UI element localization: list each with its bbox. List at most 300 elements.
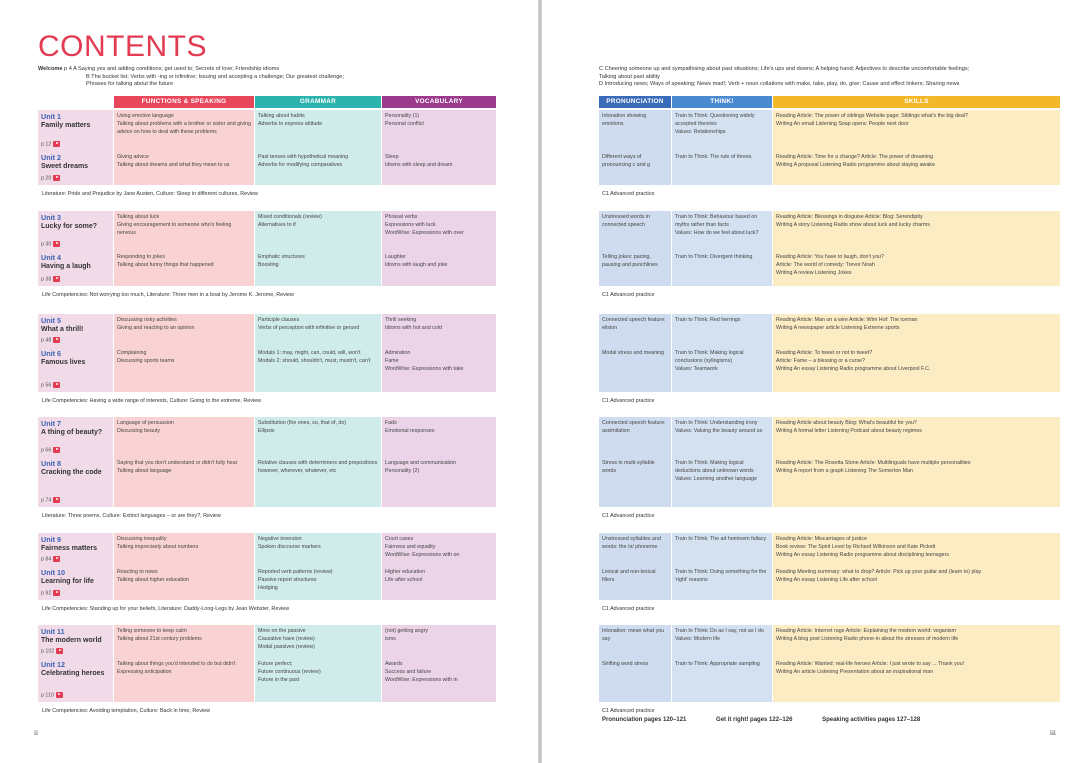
unit-page[interactable]: p 12 — [41, 141, 60, 148]
intro-right — [599, 66, 1039, 89]
think-cell-line: Train to Think: Red herrings — [675, 317, 741, 323]
skills-cell-line: Writing A blog post Listening Radio phone-in about the stresses of modern life — [776, 636, 959, 643]
pronunciation-cell-line: Unstressed syllables and words: the /ə/ phoneme — [602, 536, 661, 551]
vocabulary-cell-line: Laughter — [385, 254, 406, 260]
pronunciation-cell — [599, 151, 671, 185]
video-play-icon[interactable] — [53, 241, 60, 247]
think-cell — [672, 314, 772, 347]
unit-page[interactable]: p 56 — [41, 382, 60, 389]
advanced-practice[interactable]: C1 Advanced practice — [602, 708, 655, 714]
unit-page[interactable]: p 110 — [41, 692, 63, 699]
unit-footer: Life Competencies: Standing up for your beliefs, Literature: Daddy-Long-Legs by Jean Webster, Review — [42, 606, 290, 612]
think-cell-line: Train to Think: The rule of threes — [675, 154, 752, 160]
video-play-icon[interactable] — [53, 337, 60, 343]
grammar-cell — [255, 566, 381, 600]
unit-name: What a thrill! — [41, 326, 84, 334]
header-think: THINK! — [672, 96, 772, 108]
grammar-cell — [255, 658, 381, 702]
think-cell — [672, 625, 772, 658]
functions-cell-line: Complaining — [117, 350, 147, 356]
skills-cell-line: Reading Article: You have to laugh, don't you? — [776, 254, 884, 260]
grammar-cell — [255, 314, 381, 347]
functions-cell-line: Discussing inequality — [117, 536, 167, 542]
vocabulary-cell-line: Higher education — [385, 569, 426, 575]
header-functions: FUNCTIONS & SPEAKING — [114, 96, 254, 108]
grammar-cell-line: Future in the past — [258, 677, 300, 684]
intro-b2: Phrases for talking about the future — [86, 81, 174, 88]
skills-cell — [773, 457, 1060, 507]
think-cell-line: Train to Think: Do as I say, not as I do — [675, 628, 764, 634]
pronunciation-cell-line: Shifting word stress — [602, 661, 649, 667]
unit-number: Unit 8 — [41, 459, 61, 468]
think-cell — [672, 151, 772, 185]
grammar-cell-line: Boosting — [258, 262, 279, 269]
skills-cell-line: Writing A report from a graph Listening The Somerton Man — [776, 468, 914, 475]
unit-name: Learning for life — [41, 578, 94, 586]
unit-name: Having a laugh — [41, 263, 91, 271]
vocabulary-cell-line: Court cases — [385, 536, 414, 542]
unit-page[interactable]: p 92 — [41, 590, 60, 597]
header-grammar: GRAMMAR — [255, 96, 381, 108]
functions-cell-line: Discussing beauty — [117, 428, 160, 435]
video-play-icon[interactable] — [53, 497, 60, 503]
vocabulary-cell-line: Idioms with sleep and dream — [385, 162, 453, 169]
video-play-icon[interactable] — [53, 447, 60, 453]
grammar-cell-line: Ellipsis — [258, 428, 275, 435]
intro-d: D Introducing news; Ways of speaking; News mad!; Verb + noun collations with make, take, play, do, give; Cause and effect linkers; Sharing news — [599, 81, 960, 88]
grammar-cell-line: Modals 1: may, might, can, could, will, won't — [258, 350, 361, 356]
grammar-cell-line: Spoken discourse markers — [258, 544, 321, 551]
think-cell-line: Train to Think: Behaviour based on myths rather than facts — [675, 214, 758, 229]
functions-cell-line: Talking about funny things that happened — [117, 262, 214, 269]
vocabulary-cell — [382, 110, 496, 151]
left-page — [0, 0, 538, 763]
grammar-cell-line: Past tenses with hypothetical meaning — [258, 154, 349, 160]
vocabulary-cell-line: Success and failure — [385, 669, 432, 676]
grammar-cell — [255, 347, 381, 392]
pronunciation-cell-line: Connected speech feature: assimilation — [602, 420, 666, 435]
vocabulary-cell-line: WordWise: Expressions with take — [385, 366, 464, 373]
skills-cell — [773, 566, 1060, 600]
advanced-practice[interactable]: C1 Advanced practice — [602, 292, 655, 298]
grammar-cell-line: Future perfect; — [258, 661, 293, 667]
vocabulary-cell — [382, 151, 496, 185]
vocabulary-cell-line: Life after school — [385, 577, 423, 584]
unit-number: Unit 11 — [41, 627, 65, 636]
functions-cell — [114, 533, 254, 566]
skills-cell-line: Writing An article Listening Presentation about an inspirational man — [776, 669, 934, 676]
skills-cell — [773, 251, 1060, 286]
vocabulary-cell — [382, 211, 496, 251]
think-cell-line: Values: How do we feel about luck? — [675, 230, 759, 237]
unit-page[interactable]: p 20 — [41, 175, 60, 182]
skills-cell-line: Writing An essay Listening Life after school — [776, 577, 877, 584]
grammar-cell-line: Negative inversion — [258, 536, 302, 542]
vocabulary-cell — [382, 533, 496, 566]
skills-cell-line: Reading Article: The Rosetta Stone Article: Multilinguals have multiple personalities — [776, 460, 971, 466]
get-it-right-pages[interactable]: Get it right! pages 122–126 — [716, 717, 793, 723]
unit-cell[interactable] — [38, 658, 113, 702]
skills-cell-line: Reading Meeting summary: what to drop? Article: Pick up your guitar and (learn to) play — [776, 569, 982, 575]
speaking-pages[interactable]: Speaking activities pages 127–128 — [822, 717, 921, 723]
think-cell-line: Values: Modern life — [675, 636, 720, 643]
video-play-icon[interactable] — [56, 648, 63, 654]
pronunciation-cell — [599, 625, 671, 658]
functions-cell-line: Discussing sports teams — [117, 358, 175, 365]
pronunciation-cell — [599, 533, 671, 566]
functions-cell-line: Giving encouragement to someone who's feeling nervous — [117, 222, 232, 237]
grammar-cell-line: Mixed conditionals (review) — [258, 214, 322, 220]
video-play-icon[interactable] — [53, 276, 60, 282]
intro-c2: Talking about past ability — [599, 73, 660, 80]
unit-cell[interactable] — [38, 151, 113, 185]
vocabulary-cell — [382, 625, 496, 658]
vocabulary-cell — [382, 347, 496, 392]
think-cell-line: Values: Valuing the beauty around us — [675, 428, 763, 435]
grammar-cell — [255, 151, 381, 185]
grammar-cell-line: Relative clauses with determiners and prepositions — [258, 460, 378, 466]
vocabulary-cell-line: Fame — [385, 358, 399, 365]
pronunciation-cell — [599, 457, 671, 507]
think-cell-line: Values: Learning another language — [675, 476, 758, 483]
vocabulary-cell-line: Phrasal verbs — [385, 214, 418, 220]
unit-page[interactable]: p 66 — [41, 447, 60, 454]
unit-footer: Literature: Three poems, Culture: Extinct languages – or are they?, Review — [42, 513, 221, 519]
skills-cell — [773, 211, 1060, 251]
functions-cell-line: Giving and reacting to an opinion — [117, 325, 195, 332]
unit-name: Cracking the code — [41, 469, 102, 477]
advanced-practice[interactable]: C1 Advanced practice — [602, 191, 655, 197]
video-play-icon[interactable] — [53, 141, 60, 147]
pronunciation-cell-line: Lexical and non-lexical fillers — [602, 569, 656, 584]
pronunciation-cell-line: Unstressed words in connected speech — [602, 214, 650, 229]
skills-cell-line: Reading Article about beauty Blog: What's beautiful for you? — [776, 420, 917, 426]
unit-cell[interactable] — [38, 347, 113, 392]
skills-cell-line: Reading Article: Man on a wire Article: Wim Hof: The iceman — [776, 317, 918, 323]
welcome-page: p 4 — [64, 66, 72, 72]
vocabulary-cell-line: Thrill seeking — [385, 317, 417, 323]
pronunciation-cell-line: Intonation showing emotions — [602, 113, 647, 128]
think-cell-line: Train to Think: Divergent thinking — [675, 254, 753, 260]
grammar-cell — [255, 417, 381, 457]
unit-cell[interactable] — [38, 457, 113, 507]
skills-cell — [773, 314, 1060, 347]
pronunciation-cell — [599, 347, 671, 392]
think-cell-line: Train to Think: Making logical deductions about unknown words — [675, 460, 754, 475]
vocabulary-cell-line: Expressions with luck — [385, 222, 436, 229]
unit-name: Family matters — [41, 122, 91, 130]
unit-name: Celebrating heroes — [41, 670, 105, 678]
pronunciation-cell — [599, 566, 671, 600]
functions-cell — [114, 347, 254, 392]
unit-number: Unit 3 — [41, 213, 61, 222]
functions-cell-line: Language of persuasion — [117, 420, 174, 426]
grammar-cell-line: however, wherever, whatever, etc — [258, 468, 337, 475]
skills-cell — [773, 110, 1060, 151]
functions-cell-line: Expressing anticipation — [117, 669, 172, 676]
grammar-cell-line: Talking about habits — [258, 113, 305, 119]
grammar-cell-line: Modals 2: should, shouldn't, must, mustn't, can't — [258, 358, 371, 365]
video-play-icon[interactable] — [53, 175, 60, 181]
skills-cell — [773, 151, 1060, 185]
vocabulary-cell-line: (not) getting angry — [385, 628, 428, 634]
pronunciation-cell — [599, 110, 671, 151]
functions-cell — [114, 625, 254, 658]
vocabulary-cell-line: Personality (2) — [385, 468, 420, 475]
grammar-cell — [255, 211, 381, 251]
think-cell — [672, 658, 772, 702]
intro-b: B The bucket list; Verbs with -ing or infinitive; Issuing and accepting a challenge; Our greatest challenge; — [86, 73, 344, 80]
unit-number: Unit 5 — [41, 316, 61, 325]
unit-number: Unit 4 — [41, 253, 61, 262]
skills-cell-line: Writing An essay Listening Radio programme about disciplining teenagers — [776, 552, 950, 559]
functions-cell-line: Talking about luck — [117, 214, 160, 220]
vocabulary-cell-line: Emotional responses — [385, 428, 435, 435]
unit-footer: Literature: Pride and Prejudice by Jane Austen, Culture: Sleep in different cultures, Review — [42, 191, 258, 197]
skills-cell-line: Reading Article: The power of siblings Website page: Siblings what's the big deal? — [776, 113, 968, 119]
advanced-practice[interactable]: C1 Advanced practice — [602, 513, 655, 519]
page-number-left: ii — [34, 729, 38, 737]
unit-name: Fairness matters — [41, 545, 98, 553]
think-cell-line: Train to Think: Making logical conclusions (syllogisms) — [675, 350, 744, 365]
vocabulary-cell — [382, 457, 496, 507]
think-cell — [672, 251, 772, 286]
pronunciation-cell — [599, 211, 671, 251]
functions-cell-line: Discussing risky activities — [117, 317, 177, 323]
skills-cell-line: Writing A story Listening Radio show about luck and lucky charms — [776, 222, 930, 229]
functions-cell-line: Responding to jokes — [117, 254, 165, 260]
think-cell-line: Train to Think: Understanding irony — [675, 420, 758, 426]
pronunciation-cell-line: Different ways of pronouncing c and g — [602, 154, 651, 169]
functions-cell — [114, 457, 254, 507]
header-pronunciation: PRONUNCIATION — [599, 96, 671, 108]
grammar-cell-line: Verbs of perception with infinitive or gerund — [258, 325, 360, 332]
video-play-icon[interactable] — [53, 590, 60, 596]
functions-cell-line: Reacting to news — [117, 569, 158, 575]
unit-footer: Life Competencies: Avoiding temptation, Culture: Back in time, Review — [42, 708, 210, 714]
functions-cell-line: Talking about problems with a brother or sister and giving advice on how to deal with these problems — [117, 121, 251, 136]
vocabulary-cell — [382, 251, 496, 286]
pronunciation-cell — [599, 251, 671, 286]
skills-cell-line: Writing A review Listening Jokes — [776, 270, 852, 277]
video-play-icon[interactable] — [56, 692, 63, 698]
grammar-cell-line: Causative have (review) — [258, 636, 315, 643]
skills-cell — [773, 658, 1060, 702]
header-vocabulary: VOCABULARY — [382, 96, 496, 108]
grammar-cell-line: More on the passive — [258, 628, 306, 634]
unit-cell[interactable] — [38, 417, 113, 457]
pronunciation-cell-line: Telling jokes: pacing, pausing and punchlines — [602, 254, 658, 269]
unit-name: A thing of beauty? — [41, 429, 103, 437]
think-cell-line: Train to Think: Appropriate sampling — [675, 661, 760, 667]
vocabulary-cell-line: Personality (1) — [385, 113, 420, 119]
skills-cell — [773, 533, 1060, 566]
vocabulary-cell-line: Fads — [385, 420, 397, 426]
skills-cell-line: Reading Article: Time for a change? Article: The power of dreaming — [776, 154, 934, 160]
unit-cell[interactable] — [38, 566, 113, 600]
unit-page[interactable]: p 102 — [41, 648, 63, 655]
skills-cell — [773, 347, 1060, 392]
functions-cell-line: Talking about higher education — [117, 577, 189, 584]
header-skills: SKILLS — [773, 96, 1060, 108]
pronunciation-cell — [599, 658, 671, 702]
functions-cell — [114, 251, 254, 286]
grammar-cell — [255, 110, 381, 151]
grammar-cell-line: Alternatives to if — [258, 222, 296, 229]
vocabulary-cell-line: Idioms with laugh and joke — [385, 262, 448, 269]
vocabulary-cell-line: WordWise: Expressions with in — [385, 677, 458, 684]
unit-name: Sweet dreams — [41, 163, 89, 171]
unit-name: Famous lives — [41, 359, 86, 367]
right-page — [542, 0, 1080, 763]
unit-cell[interactable] — [38, 625, 113, 658]
think-cell-line: Values: Relationships — [675, 129, 726, 136]
think-cell — [672, 347, 772, 392]
unit-number: Unit 6 — [41, 349, 61, 358]
unit-number: Unit 10 — [41, 568, 65, 577]
unit-page[interactable]: p 38 — [41, 276, 60, 283]
skills-cell-line: Article: The world of comedy: Trevor Noah — [776, 262, 875, 269]
skills-cell-line: Reading Article: Internet rage Article: Explaining the modern world: veganism — [776, 628, 956, 634]
advanced-practice[interactable]: C1 Advanced practice — [602, 398, 655, 404]
welcome-label: Welcome — [38, 66, 63, 72]
pronunciation-cell — [599, 417, 671, 457]
think-cell-line: Train to Think: Doing something for the 'right' reasons — [675, 569, 767, 584]
unit-footer: Life Competencies: Not worrying too much, Literature: Three men in a boat by Jerome K. Jerome, Review — [42, 292, 294, 298]
vocabulary-cell-line: Personal conflict — [385, 121, 424, 128]
skills-cell-line: Reading Article: Wanted: real-life heroes Article: I just wrote to say ... Thank you! — [776, 661, 965, 667]
functions-cell — [114, 151, 254, 185]
vocabulary-cell — [382, 417, 496, 457]
functions-cell — [114, 314, 254, 347]
unit-footer: Life Competencies: Having a wide range of interests, Culture: Going to the extreme, Review — [42, 398, 262, 404]
grammar-cell-line: Reported verb patterns (review) — [258, 569, 333, 575]
vocabulary-cell-line: Admiration — [385, 350, 411, 356]
unit-cell[interactable] — [38, 533, 113, 566]
functions-cell-line: Giving advice — [117, 154, 149, 160]
vocabulary-cell-line: WordWise: Expressions with on — [385, 552, 460, 559]
think-cell — [672, 211, 772, 251]
think-cell — [672, 110, 772, 151]
skills-cell-line: Reading Article: Miscarriages of justice — [776, 536, 867, 542]
vocabulary-cell-line: Sleep — [385, 154, 399, 160]
skills-cell-line: Reading Article: Blessings in disguise Article: Blog: Serendipity — [776, 214, 923, 220]
grammar-cell-line: Participle clauses — [258, 317, 300, 323]
unit-number: Unit 7 — [41, 419, 61, 428]
vocabulary-cell-line: isms — [385, 636, 396, 643]
unit-page[interactable]: p 48 — [41, 337, 60, 344]
pronunciation-cell-line: Intonation: mean what you say — [602, 628, 665, 643]
unit-number: Unit 1 — [41, 112, 61, 121]
functions-cell-line: Talking about language — [117, 468, 172, 475]
vocabulary-cell-line: Language and communication — [385, 460, 456, 466]
skills-cell-line: Reading Article: To tweet or not to tweet? — [776, 350, 873, 356]
grammar-cell-line: Hedging — [258, 585, 278, 592]
vocabulary-cell — [382, 658, 496, 702]
unit-cell[interactable] — [38, 110, 113, 151]
pronunciation-cell-line: Modal stress and meaning — [602, 350, 665, 356]
advanced-practice[interactable]: C1 Advanced practice — [602, 606, 655, 612]
think-cell — [672, 566, 772, 600]
think-cell-line: Train to Think: The ad hominem fallacy — [675, 536, 767, 542]
unit-number: Unit 9 — [41, 535, 61, 544]
functions-cell — [114, 211, 254, 251]
functions-cell-line: Saying that you don't understand or didn't fully hear — [117, 460, 238, 466]
pronunciation-cell-line: Connected speech feature: elision — [602, 317, 666, 332]
grammar-cell-line: Future continuous (review) — [258, 669, 321, 676]
think-cell-line: Train to Think: Questioning widely accepted theories — [675, 113, 755, 128]
skills-cell-line: Writing A formal letter Listening Podcast about beauty regimes — [776, 428, 922, 435]
grammar-cell — [255, 625, 381, 658]
unit-page[interactable]: p 84 — [41, 556, 60, 563]
unit-page[interactable]: p 74 — [41, 497, 60, 504]
unit-number: Unit 2 — [41, 153, 61, 162]
think-cell — [672, 417, 772, 457]
functions-cell — [114, 658, 254, 702]
think-cell-line: Values: Teamwork — [675, 366, 718, 373]
functions-cell-line: Talking about 21st century problems — [117, 636, 202, 643]
skills-cell-line: Writing A newspaper article Listening Extreme sports — [776, 325, 900, 332]
skills-cell-line: Writing An essay Listening Radio programme about Liverpool F.C. — [776, 366, 931, 373]
grammar-cell-line: Adverbs for modifying comparatives — [258, 162, 343, 169]
bottom-links — [602, 717, 920, 723]
vocabulary-cell-line: Idioms with hot and cold — [385, 325, 442, 332]
unit-cell[interactable] — [38, 314, 113, 347]
grammar-cell-line: Adverbs to express attitude — [258, 121, 323, 128]
functions-cell-line: Talking imprecisely about numbers — [117, 544, 199, 551]
unit-cell[interactable] — [38, 211, 113, 251]
vocabulary-cell-line: WordWise: Expressions with over — [385, 230, 464, 237]
functions-cell-line: Using emotive language — [117, 113, 174, 119]
functions-cell — [114, 417, 254, 457]
vocabulary-cell-line: Fairness and equality — [385, 544, 436, 551]
page-number-right: iii — [1050, 729, 1056, 737]
vocabulary-cell — [382, 314, 496, 347]
skills-cell-line: Writing A proposal Listening Radio programme about staying awake — [776, 162, 935, 169]
pronunciation-cell-line: Stress in multi-syllable words — [602, 460, 655, 475]
unit-page[interactable]: p 30 — [41, 241, 60, 248]
skills-cell-line: Writing An email Listening Soap opera: People next door — [776, 121, 909, 128]
skills-cell — [773, 417, 1060, 457]
unit-name: The modern world — [41, 637, 102, 645]
pronunciation-pages[interactable]: Pronunciation pages 120–121 — [602, 717, 687, 723]
grammar-cell — [255, 457, 381, 507]
grammar-cell-line: Modal passives (review) — [258, 644, 315, 651]
functions-cell-line: Talking about dreams and what they mean to us — [117, 162, 230, 169]
video-play-icon[interactable] — [53, 382, 60, 388]
unit-name: Lucky for some? — [41, 223, 98, 231]
grammar-cell — [255, 533, 381, 566]
video-play-icon[interactable] — [53, 556, 60, 562]
vocabulary-cell — [382, 566, 496, 600]
skills-cell — [773, 625, 1060, 658]
skills-cell-line: Article: Fame – a blessing or a curse? — [776, 358, 865, 365]
unit-number: Unit 12 — [41, 660, 65, 669]
grammar-cell-line: Passive report structures — [258, 577, 317, 584]
functions-cell-line: Talking about things you'd intended to do but didn't — [117, 661, 236, 667]
pronunciation-cell — [599, 314, 671, 347]
vocabulary-cell-line: Awards — [385, 661, 403, 667]
functions-cell — [114, 110, 254, 151]
grammar-cell — [255, 251, 381, 286]
intro-left — [38, 66, 458, 89]
unit-cell[interactable] — [38, 251, 113, 286]
grammar-cell-line: Emphatic structures — [258, 254, 305, 260]
grammar-cell-line: Substitution (the ones, so, that of, do) — [258, 420, 347, 426]
skills-cell-line: Book review: The Spirit Level by Richard Wilkinson and Kate Pickett — [776, 544, 936, 551]
intro-c: C Cheering someone up and sympathising about past situations; Life's ups and downs; A helping hand; Adjectives to describe uncomfortable feelings; — [599, 66, 970, 72]
page-title: CONTENTS — [38, 30, 207, 63]
